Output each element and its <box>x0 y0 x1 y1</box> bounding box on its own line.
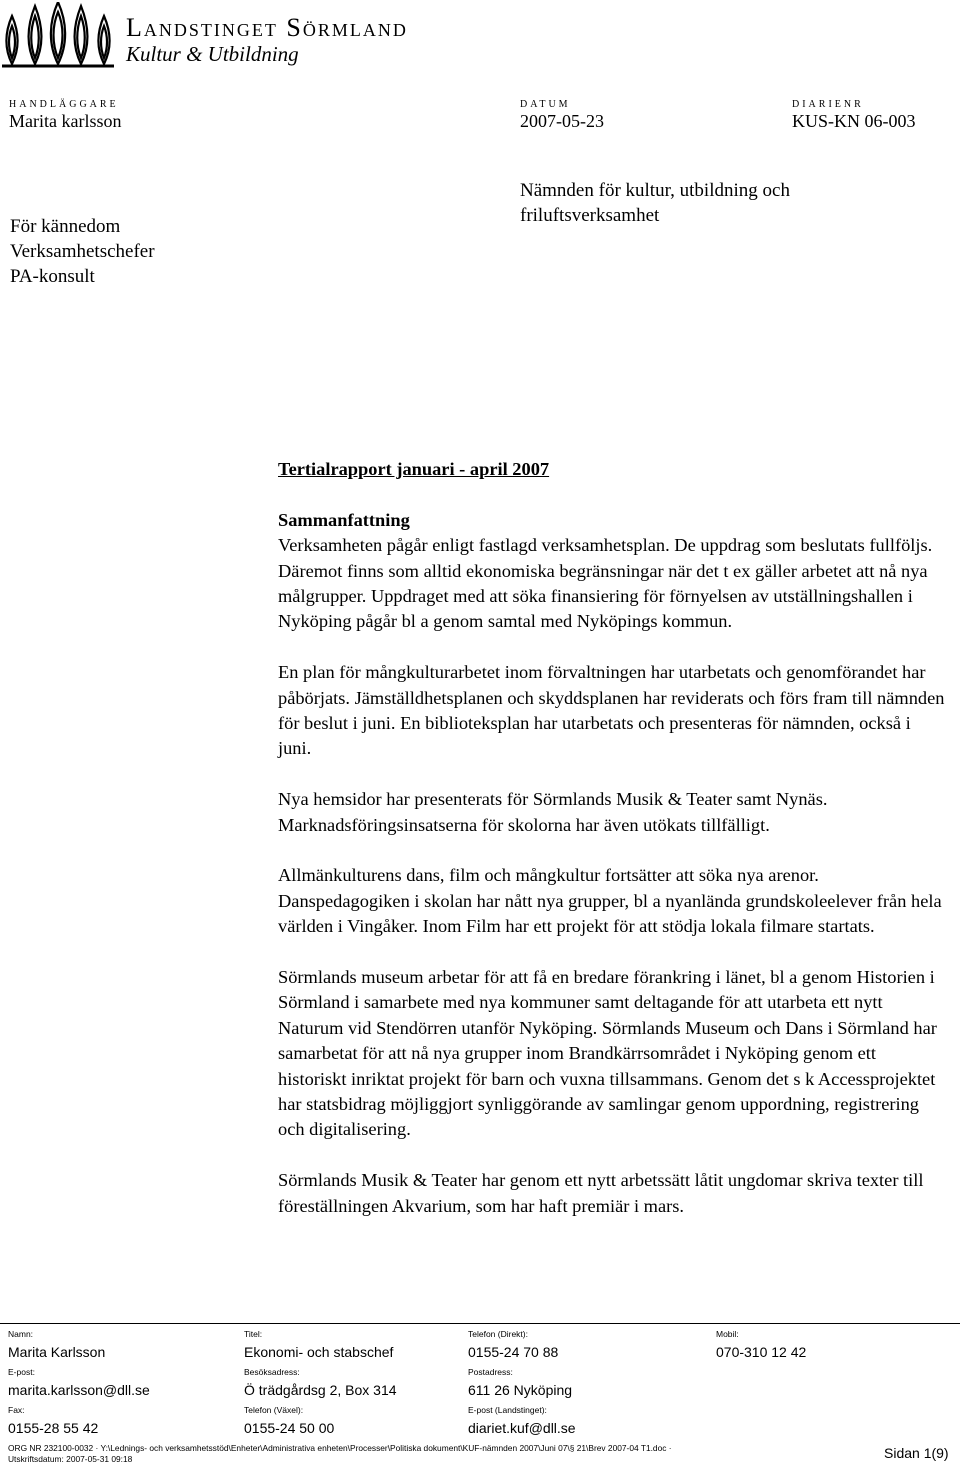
document-title: Tertialrapport januari - april 2007 <box>278 459 550 479</box>
datum-value: 2007-05-23 <box>520 111 604 131</box>
section-heading: Sammanfattning <box>278 509 410 530</box>
visiting-address: Ö trädgårdsg 2, Box 314 <box>244 1382 397 1398</box>
addressee-block <box>520 178 790 228</box>
postal-address: 611 26 Nyköping <box>468 1382 573 1398</box>
footer-label: Telefon (Direkt): <box>468 1329 528 1339</box>
body-paragraph: Nya hemsidor har presenterats för Sörmlands Musik & Teater samt Nynäs. Marknadsföringsinsatserna för skolorna har även utökats tillfälligt. <box>278 789 828 835</box>
footer-label: Telefon (Växel): <box>244 1405 304 1415</box>
footer-label: Titel: <box>244 1329 263 1339</box>
body-paragraph: Allmänkulturens dans, film och mångkultur fortsätter att söka nya arenor. Danspedagogiken i skolan har nått nya grupper, bl a nyanlända grundskoleelever från hela världen i Vingåker. Inom Film har ett projekt för att stödja lokala filmare startats. <box>278 865 942 937</box>
addressee-line: Nämnden för kultur, utbildning och <box>520 180 790 201</box>
footer-label <box>716 1403 953 1417</box>
org-subtitle: Kultur & Utbildning <box>126 42 299 66</box>
handlaggare-value: Marita karlsson <box>9 111 122 131</box>
switchboard-phone: 0155-24 50 00 <box>244 1420 335 1436</box>
diarienr-value: KUS-KN 06-003 <box>792 111 916 131</box>
footer-label: Mobil: <box>716 1329 739 1339</box>
recipient-line: För kännedom <box>10 216 121 237</box>
footer-label: E-post (Landstinget): <box>468 1405 547 1415</box>
document-body <box>278 457 948 1244</box>
footer-label: Fax: <box>8 1405 25 1415</box>
addressee-line: friluftsverksamhet <box>520 205 660 226</box>
footer-label: E-post: <box>8 1367 35 1377</box>
contact-footer <box>8 1326 953 1440</box>
org-name: Landstinget Sörmland <box>126 13 408 42</box>
recipient-line: Verksamhetschefer <box>10 241 155 262</box>
body-paragraph: Verksamheten pågår enligt fastlagd verksamhetsplan. De uppdrag som beslutats fullföljs. Däremot finns som alltid ekonomiska begränsningar när det t ex gäller arbetet att nå nya målgrupper. Uppdraget med att söka finansiering för förnyelsen av utställningshallen i Nyköping pågår bl a genom samtal med Nyköpings kommun. <box>278 535 933 632</box>
diarienr-label: DIARIENR <box>792 99 864 110</box>
contact-fax: 0155-28 55 42 <box>8 1420 99 1436</box>
landstinget-logo-icon <box>2 2 114 68</box>
recipients-block <box>10 214 155 289</box>
handlaggare-label: HANDLÄGGARE <box>9 99 119 110</box>
body-paragraph: Sörmlands museum arbetar för att få en bredare förankring i länet, bl a genom Historien i Sörmland i samarbete med nya kommuner samt deltagande för att utarbeta ett nytt Naturum vid Stendörren utanför Nyköping. Sörmlands Museum och Dans i Sörmland har samarbetat för att nå nya grupper inom Brandkärrsområdet i Nyköping genom ett historiskt inriktat projekt för barn och vuxna tillsammans. Genom det s k Accessprojektet har statsbidrag möjliggjort synliggörande av samlingar genom uppordning, registrering och digitalisering. <box>278 967 937 1140</box>
datum-label: DATUM <box>520 99 571 110</box>
footer-divider <box>0 1323 960 1324</box>
footer-empty <box>716 1417 953 1440</box>
footer-label <box>716 1365 953 1379</box>
footer-empty <box>716 1379 953 1402</box>
contact-email: marita.karlsson@dll.se <box>8 1382 150 1398</box>
recipient-line: PA-konsult <box>10 266 95 287</box>
contact-mobile: 070-310 12 42 <box>716 1344 807 1360</box>
footer-label: Namn: <box>8 1329 34 1339</box>
body-paragraph: Sörmlands Musik & Teater har genom ett nytt arbetssätt låtit ungdomar skriva texter till föreställningen Akvarium, som har haft premiär i mars. <box>278 1170 924 1216</box>
landsting-email: diariet.kuf@dll.se <box>468 1420 576 1436</box>
page-number: Sidan 1(9) <box>884 1445 949 1461</box>
contact-phone-direct: 0155-24 70 88 <box>468 1344 559 1360</box>
contact-title: Ekonomi- och stabschef <box>244 1344 394 1360</box>
contact-name: Marita Karlsson <box>8 1344 106 1360</box>
body-paragraph: En plan för mångkulturarbetet inom förvaltningen har utarbetats och genomförandet har påbörjats. Jämställdhetsplanen och skyddsplanen har reviderats och förs fram till nämnden för beslut i juni. En biblioteksplan har utarbetats och presenteras för nämnden, också i juni. <box>278 662 945 759</box>
footer-label: Besöksadress: <box>244 1367 300 1377</box>
file-path-line: ORG NR 232100-0032 · Y:\Lednings- och verksamhetsstöd\Enheter\Administrativa enheten\Processer\Politiska dokument\KUF-nämnden 2007\Juni 07\§ 21\Brev 2007-04 T1.doc · Utskriftsdatum: 2007-05-31 09:18 <box>8 1443 672 1464</box>
footer-label: Postadress: <box>468 1367 513 1377</box>
